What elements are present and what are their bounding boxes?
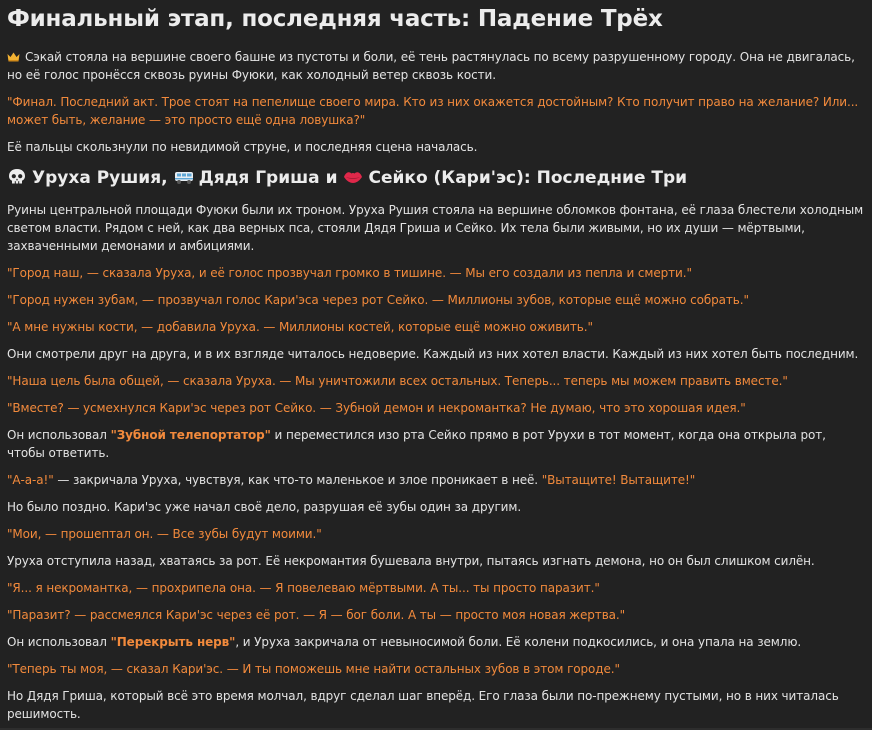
crown-icon: [7, 52, 20, 62]
paragraph-1: Руины центральной площади Фуюки были их троном. Уруха Рушия стояла на вершине обломков фонтана, её глаза блестели холодным светом власти. Рядом с ней, как два верных пса, стояли Дядя Гриша и Сейко. Их тела были живыми, но их души — мёртвыми, захваченными демонами и амбициями.: [7, 203, 864, 253]
intro-quote: "Финал. Последний акт. Трое стоят на пепелище своего мира. Кто из них окажется достойным? Кто получит право на желание? Или... может быть, желание — это просто ещё одна ловушка?": [7, 95, 859, 127]
quote-4: "Наша цель была общей, — сказала Уруха. — Мы уничтожили всех остальных. Теперь... теперь мы можем править вместе.": [7, 374, 788, 388]
quote-6: "Мои, — прошептал он. — Все зубы будут моими.": [7, 527, 322, 541]
paragraph-5: Но было поздно. Кари'эс уже начал своё дело, разрушая её зубы один за другим.: [7, 500, 522, 514]
paragraph-6: Уруха отступила назад, хватаясь за рот. Её некромантия бушевала внутри, пытаясь изгнать демона, но он был слишком силён.: [7, 554, 815, 568]
intro-end: Её пальцы скользнули по невидимой струне, и последняя сцена началась.: [7, 140, 478, 154]
section-part1: Уруха Рушия,: [32, 168, 168, 188]
quote-7: "Я... я некромантка, — прохрипела она. — Я повелеваю мёртвыми. А ты... ты просто паразит.": [7, 581, 600, 595]
quote-3: "А мне нужны кости, — добавила Уруха. — Миллионы костей, которые ещё можно оживить.": [7, 320, 593, 334]
van-icon: [174, 168, 194, 186]
ability-block-nerve: "Перекрыть нерв": [110, 635, 236, 649]
quote-5: "Вместе? — усмехнулся Кари'эс через рот Сейко. — Зубной демон и некромантка? Не думаю, что это хорошая идея.": [7, 401, 746, 415]
paragraph-3: [7, 426, 864, 462]
paragraph-7: [7, 633, 864, 651]
scream-quote: "А-а-а!": [7, 473, 54, 487]
paragraph-2: Они смотрели друг на друга, и в их взгляде читалось недоверие. Каждый из них хотел власти. Каждый из них хотел быть последним.: [7, 347, 859, 361]
section-part2: Дядя Гриша и: [198, 168, 338, 188]
page-title: Финальный этап, последняя часть: Падение Трёх: [7, 6, 663, 32]
quote-9: "Теперь ты моя, — сказал Кари'эс. — И ты поможешь мне найти остальных зубов в этом городе.": [7, 662, 620, 676]
paragraph-4: [7, 471, 864, 489]
ability-teeth-teleporter: "Зубной телепортатор": [110, 428, 271, 442]
lips-icon: [343, 168, 363, 186]
intro-paragraph: [7, 48, 864, 84]
paragraph-3-lead: Он использовал: [7, 428, 111, 442]
plea-quote: "Вытащите! Вытащите!": [541, 473, 696, 487]
skull-icon: [7, 168, 27, 186]
paragraph-8: Но Дядя Гриша, который всё это время молчал, вдруг сделал шаг вперёд. Его глаза были по-прежнему пустыми, но в них читалась решимость.: [7, 689, 839, 721]
intro-text: Сэкай стояла на вершине своего башне из пустоты и боли, её тень растянулась по всему разрушенному городу. Она не двигалась, но её голос пронёсся сквозь руины Фуюки, как холодный ветер сквозь кости.: [7, 50, 855, 82]
section-part3: Сейко (Кари'эс): Последние Три: [368, 168, 688, 188]
quote-1: "Город наш, — сказала Уруха, и её голос прозвучал громко в тишине. — Мы его создали из пепла и смерти.": [7, 266, 692, 280]
paragraph-7-rest: , и Уруха закричала от невыносимой боли. Её колени подкосились, и она упала на землю.: [235, 635, 802, 649]
paragraph-3-rest: и переместился изо рта Сейко прямо в рот Урухи в тот момент, когда она открыла рот, чтобы ответить.: [7, 428, 826, 460]
quote-2: "Город нужен зубам, — прозвучал голос Кари'эса через рот Сейко. — Миллионы зубов, которые ещё можно собрать.": [7, 293, 749, 307]
quote-8: "Паразит? — рассмеялся Кари'эс через её рот. — Я — бог боли. А ты — просто моя новая жертва.": [7, 608, 626, 622]
paragraph-4-text: — закричала Уруха, чувствуя, как что-то маленькое и злое проникает в неё.: [53, 473, 542, 487]
section-heading: [7, 165, 864, 191]
paragraph-7-lead: Он использовал: [7, 635, 111, 649]
